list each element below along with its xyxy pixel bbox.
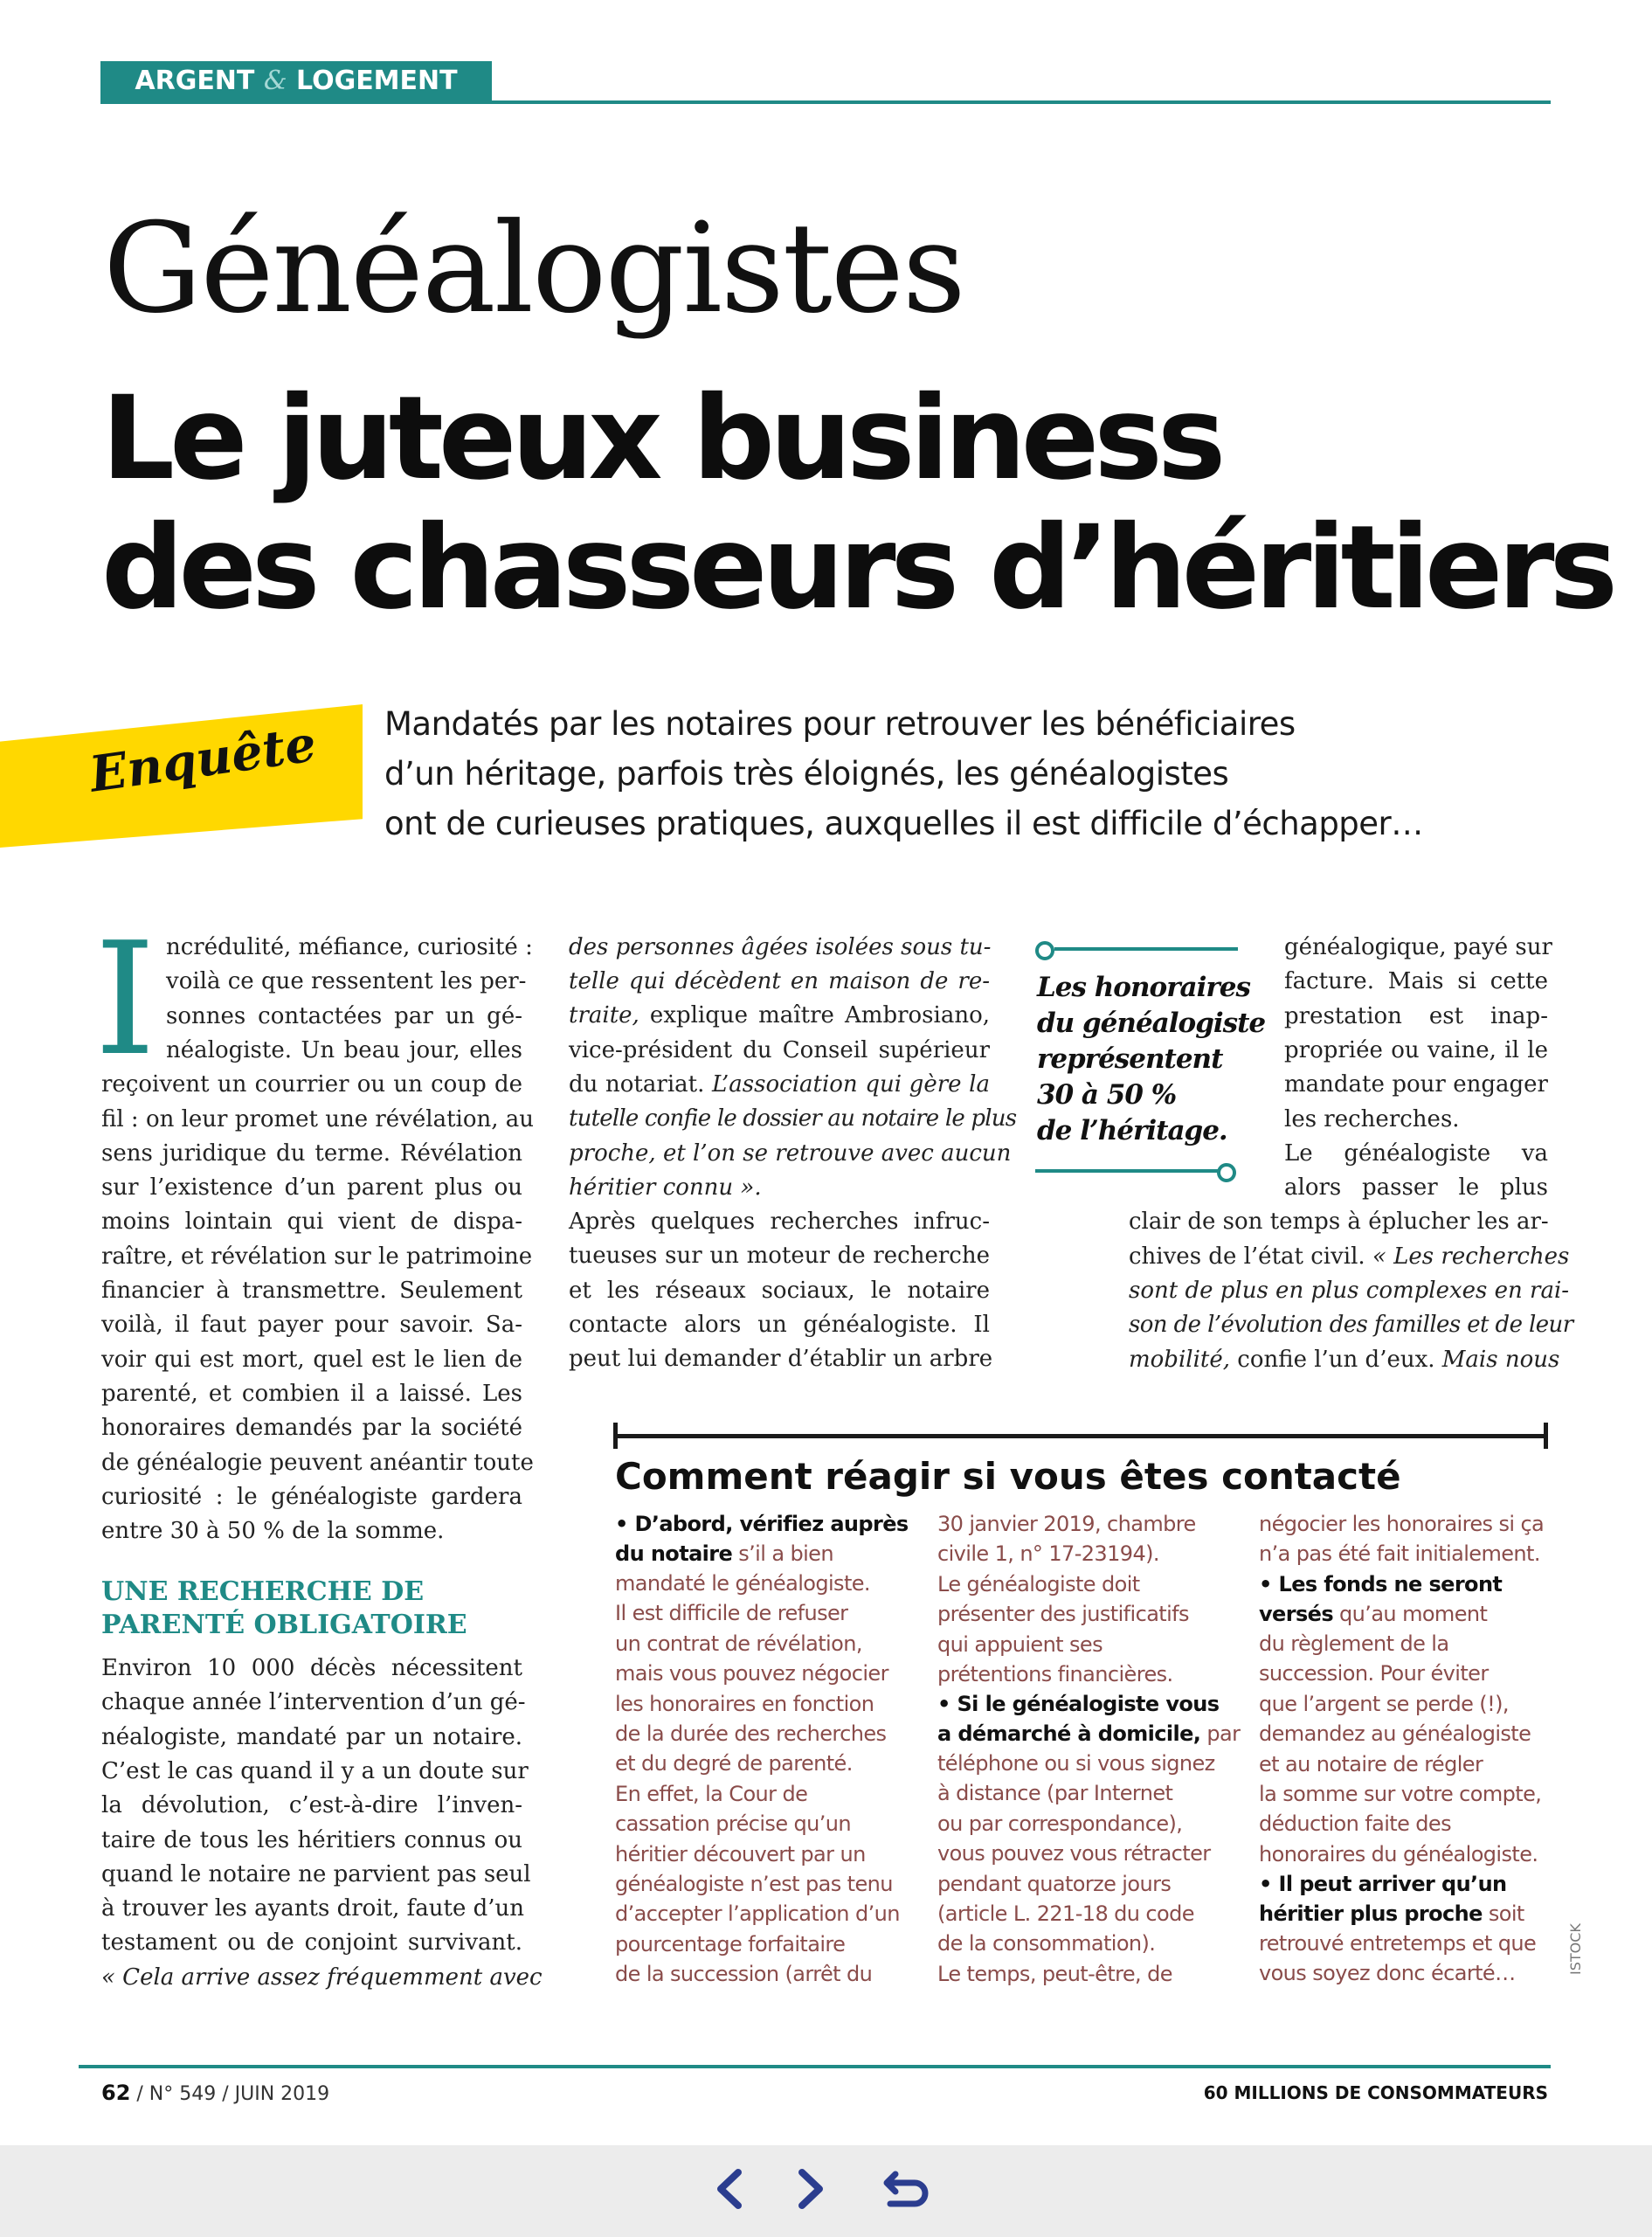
section-label-logement: LOGEMENT [296, 66, 458, 96]
body-line: fil : on leur promet une révélation, au [101, 1105, 535, 1132]
body-span: Mais nous [1441, 1347, 1560, 1373]
box-span: soit [1482, 1901, 1524, 1926]
box-line: pendant quatorze jours [937, 1871, 1172, 1896]
box-line: et au notaire de régler [1259, 1751, 1483, 1776]
box-line: retrouvé entretemps et que [1259, 1931, 1537, 1956]
body-line: testament ou de conjoint survivant. [101, 1929, 522, 1957]
body-line: clair de son temps à éplucher les ar- [1129, 1209, 1549, 1235]
box-line: succession. Pour éviter [1259, 1661, 1489, 1686]
box-span: qu’au moment [1333, 1602, 1488, 1626]
body-line [1129, 1343, 1560, 1377]
body-line: les recherches. [1284, 1105, 1460, 1132]
pullquote-rule-top [1054, 947, 1238, 951]
enquete-badge-label: Enquête [86, 715, 320, 804]
box-line: négocier les honoraires si ça [1259, 1512, 1545, 1536]
body-line: chaque année l’intervention d’un gé- [101, 1689, 526, 1716]
body-line: Le généalogiste va [1284, 1139, 1548, 1167]
body-line: reçoivent un courrier ou un coup de [101, 1071, 522, 1098]
next-page-button[interactable] [785, 2163, 837, 2215]
prev-page-button[interactable] [703, 2163, 756, 2215]
body-span: mobilité, [1129, 1347, 1230, 1373]
return-arrow-icon [881, 2167, 932, 2211]
box-line [937, 1689, 1219, 1719]
box-line [937, 1719, 1240, 1749]
box-line: et du degré de parenté. [615, 1751, 853, 1776]
box-line: héritier découvert par un [615, 1841, 866, 1866]
body-line: raître, et révélation sur le patrimoine [101, 1243, 533, 1270]
body-line: telle qui décèdent en maison de re- [569, 968, 990, 994]
body-line: honoraires demandés par la société [101, 1415, 522, 1442]
body-line [569, 1068, 990, 1102]
body-line: sens juridique du terme. Révélation [101, 1139, 522, 1167]
body-line: sonnes contactées par un gé- [166, 1002, 522, 1029]
box-line: Le généalogiste doit [937, 1571, 1140, 1596]
box-line: civile 1, n° 17-23194). [937, 1541, 1159, 1567]
lead-line: ont de curieuses pratiques, auxquelles il est difficile d’échapper… [384, 805, 1423, 842]
section-tab [100, 61, 492, 101]
body-line: son de l’évolution des familles et de leur [1129, 1312, 1573, 1338]
body-line: tutelle confie le dossier au notaire le plus [569, 1105, 1017, 1132]
title-line-2: Le juteux business [101, 371, 1221, 506]
pullquote-dot-top [1035, 941, 1054, 960]
box-bold: du notaire [615, 1541, 733, 1566]
box-line: les honoraires en fonction [615, 1691, 874, 1716]
body-span: traite, [569, 1002, 639, 1028]
body-line: propriée ou vaine, il le [1284, 1036, 1548, 1063]
box-line: pourcentage forfaitaire [615, 1931, 846, 1957]
footer-magazine: 60 MILLIONS DE CONSOMMATEURS [1203, 2082, 1548, 2103]
box-bold: • D’abord, vérifiez auprès [615, 1512, 909, 1536]
box-line [1259, 1599, 1487, 1629]
box-line: Il est difficile de refuser [615, 1601, 848, 1626]
box-bold: • Il peut arriver qu’un [1259, 1872, 1507, 1896]
box-line: En effet, la Cour de [615, 1781, 808, 1806]
body-line: curiosité : le généalogiste gardera [101, 1483, 522, 1510]
box-bold: héritier plus proche [1259, 1901, 1483, 1926]
box-line: généalogiste n’est pas tenu [615, 1872, 893, 1896]
body-line: de généalogie peuvent anéantir toute [101, 1449, 534, 1476]
body-line: Environ 10 000 décès nécessitent [101, 1655, 522, 1681]
box-line: prétentions financières. [937, 1662, 1173, 1686]
box-line [1259, 1869, 1507, 1899]
box-line: de la durée des recherches [615, 1721, 887, 1746]
box-line: que l’argent se perde (!), [1259, 1691, 1509, 1716]
pullquote-line: 30 à 50 % [1037, 1079, 1177, 1111]
body-line: néalogiste, mandaté par un notaire. [101, 1723, 522, 1750]
body-line: moins lointain qui vient de dispa- [101, 1209, 522, 1236]
body-line [569, 999, 990, 1033]
box-line: mandaté le généalogiste. [615, 1571, 870, 1596]
box-line: honoraires du généalogiste. [1259, 1841, 1538, 1866]
pullquote-dot-bottom [1217, 1163, 1236, 1182]
box-line [615, 1509, 909, 1539]
box-line: à distance (par Internet [937, 1781, 1173, 1806]
box-rule-cap-left [613, 1423, 618, 1449]
body-line: « Cela arrive assez fréquemment avec [101, 1963, 543, 1991]
box-line: de la consommation). [937, 1931, 1156, 1957]
section-label-argent: ARGENT [135, 66, 255, 96]
box-line: présenter des justificatifs [937, 1602, 1189, 1627]
header-rule [100, 100, 1551, 104]
box-line: du règlement de la [1259, 1631, 1449, 1656]
body-line: généalogique, payé sur [1284, 934, 1552, 960]
box-rule-cap-right [1544, 1423, 1548, 1449]
body-line: ncrédulité, méfiance, curiosité : [166, 934, 533, 960]
box-line: 30 janvier 2019, chambre [937, 1512, 1196, 1536]
subhead-line-2: PARENTÉ OBLIGATOIRE [101, 1610, 467, 1640]
body-line: vice-président du Conseil supérieur [569, 1037, 990, 1063]
box-rule [613, 1434, 1548, 1438]
body-line: à trouver les ayants droit, faute d’un [101, 1895, 524, 1922]
body-line: taire de tous les héritiers connus ou [101, 1826, 522, 1853]
title-line-3: des chasseurs d’héritiers [101, 501, 1614, 635]
body-line: proche, et l’on se retrouve avec aucun [569, 1140, 1012, 1167]
body-line: Après quelques recherches infruc- [569, 1209, 990, 1235]
body-line: prestation est inap- [1284, 1002, 1548, 1029]
body-line: mandate pour engager [1284, 1071, 1548, 1098]
photo-credit: ISTOCK [1567, 1923, 1584, 1975]
pullquote-line: représentent [1037, 1043, 1223, 1075]
subhead-line-1: UNE RECHERCHE DE [101, 1576, 425, 1607]
box-span: s’il a bien [732, 1541, 833, 1566]
body-line: tueuses sur un moteur de recherche [569, 1243, 990, 1270]
box-line: n’a pas été fait initialement. [1259, 1541, 1540, 1567]
box-line: mais vous pouvez négocier [615, 1661, 888, 1686]
lead-line: Mandatés par les notaires pour retrouver les bénéficiaires [384, 705, 1296, 743]
body-line: voilà, il faut payer pour savoir. Sa- [101, 1312, 522, 1339]
body-span: L’association qui gère la [712, 1071, 990, 1098]
body-line: voir qui est mort, quel est le lien de [101, 1346, 522, 1373]
body-line: héritier connu ». [569, 1174, 762, 1201]
box-line: la somme sur votre compte, [1259, 1782, 1542, 1806]
pullquote-line: Les honoraires [1037, 972, 1250, 1003]
body-line: quand le notaire ne parvient pas seul [101, 1860, 531, 1887]
body-line: la dévolution, c’est-à-dire l’inven- [101, 1792, 522, 1819]
box-line: Le temps, peut-être, de [937, 1961, 1172, 1986]
box-line [1259, 1569, 1502, 1599]
box-line: téléphone ou si vous signez [937, 1751, 1215, 1776]
body-line: parenté, et combien il a laissé. Les [101, 1380, 522, 1407]
pullquote-line: de l’héritage. [1037, 1115, 1227, 1146]
body-line: des personnes âgées isolées sous tu- [569, 934, 992, 960]
body-line: alors passer le plus [1284, 1174, 1548, 1202]
chevron-right-icon [793, 2167, 828, 2211]
box-line: déduction faite des [1259, 1811, 1451, 1837]
drop-cap: I [94, 909, 156, 1090]
box-line: de la succession (arrêt du [615, 1962, 873, 1987]
body-line: C’est le cas quand il y a un doute sur [101, 1757, 529, 1784]
box-bold: a démarché à domicile, [937, 1721, 1201, 1746]
return-button[interactable] [881, 2163, 933, 2215]
section-ampersand: & [263, 66, 287, 96]
body-span: « Les recherches [1372, 1243, 1570, 1270]
box-line: demandez au généalogiste [1259, 1721, 1531, 1747]
pullquote-line: du généalogiste [1037, 1008, 1266, 1039]
box-span: par [1200, 1721, 1241, 1746]
box-line: d’accepter l’application d’un [615, 1901, 900, 1927]
box-line: vous pouvez vous rétracter [937, 1841, 1211, 1866]
issue-info: / N° 549 / JUIN 2019 [130, 2083, 330, 2105]
body-span: explique maître Ambrosiano, [639, 1002, 990, 1028]
chevron-left-icon [712, 2167, 747, 2211]
footer-issue [101, 2080, 329, 2108]
box-bold: • Les fonds ne seront [1259, 1572, 1503, 1596]
box-bold: versés [1259, 1602, 1334, 1626]
title-line-1: Généalogistes [103, 197, 964, 341]
box-line: (article L. 221-18 du code [937, 1901, 1194, 1926]
body-line: néalogiste. Un beau jour, elles [166, 1036, 522, 1063]
box-line: vous soyez donc écarté… [1259, 1961, 1516, 1986]
lead-line: d’un héritage, parfois très éloignés, les généalogistes [384, 755, 1229, 793]
body-span: chives de l’état civil. [1129, 1243, 1372, 1270]
body-line [1129, 1240, 1570, 1274]
body-line: contacte alors un généalogiste. Il [569, 1311, 990, 1338]
body-line: financier à transmettre. Seulement [101, 1278, 522, 1304]
page-number: 62 [101, 2081, 131, 2105]
box-bold: • Si le généalogiste vous [937, 1692, 1220, 1716]
body-line: entre 30 à 50 % de la somme. [101, 1518, 445, 1545]
box-title: Comment réagir si vous êtes contacté [615, 1455, 1401, 1498]
box-line: cassation précise qu’un [615, 1811, 852, 1837]
box-line: qui appuient ses [937, 1631, 1102, 1657]
body-span: du notariat. [569, 1071, 712, 1098]
footer-rule [79, 2065, 1551, 2068]
body-line: peut lui demander d’établir un arbre [569, 1346, 993, 1373]
box-line [615, 1539, 833, 1569]
pullquote-rule-bottom [1035, 1169, 1219, 1173]
body-line: sur l’existence d’un parent plus ou [101, 1174, 522, 1202]
box-line [1259, 1899, 1524, 1929]
body-line: et les réseaux sociaux, le notaire [569, 1277, 990, 1304]
box-line: un contrat de révélation, [615, 1631, 862, 1656]
body-line: voilà ce que ressentent les per- [166, 968, 527, 995]
body-span: confie l’un d’eux. [1230, 1347, 1442, 1373]
body-line: facture. Mais si cette [1284, 968, 1548, 995]
box-line: ou par correspondance), [937, 1811, 1183, 1836]
body-line: sont de plus en plus complexes en rai- [1129, 1278, 1570, 1304]
